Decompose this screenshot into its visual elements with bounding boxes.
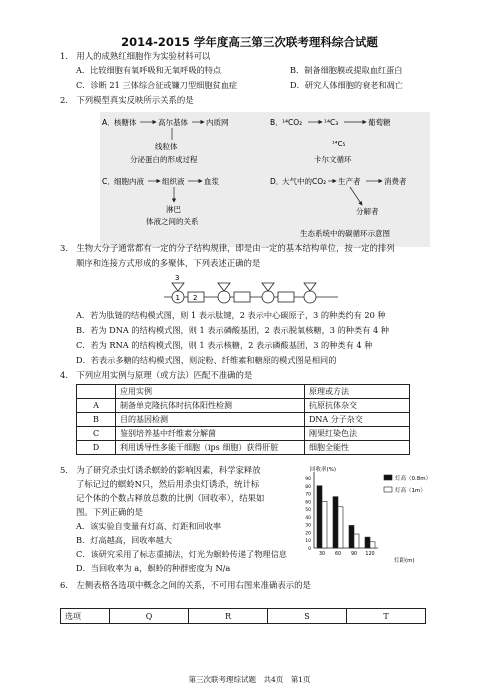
table-cell: 刚果红染色法 [305,427,410,441]
producer-label: 生产者 [338,177,361,186]
q5-stem-line2: 了标记过的螟蛉N只，然后用杀虫灯诱杀，统计标 [76,479,260,489]
y-tick-label: 20 [305,531,311,537]
table-header-row [61,609,426,624]
q2-c-letter: C． [102,177,115,186]
atmospheric-co2-label: 大气中的CO₂ [282,177,327,186]
q1-option-c: C．诊断 21 三体综合征或镰刀型细胞贫血症 [76,80,238,90]
table-cell: D [77,441,116,455]
q5-option-d: D．当回收率为 a，螟蛉的种群密度为 N/a [76,563,231,573]
table-header-row [77,385,410,399]
q1-option-a: A．比较细胞有氧呼吸和无氧呼吸的特点 [76,65,222,75]
unit-3-label: 3 [175,274,180,282]
y-tick-label: 10 [305,539,311,545]
q6-stem: 6. 左侧表格各选项中概念之间的关系，不可用右图来准确表示的是 [60,580,311,590]
table-header-cell [77,385,116,399]
bar [349,525,354,548]
table-cell: C [77,427,116,441]
c14o2-label: ¹⁴CO₂ [282,118,303,127]
x-tick-label: 30 [318,552,326,557]
y-tick-label: 40 [305,515,311,521]
bar [317,486,322,548]
y-tick-label: 70 [305,492,311,498]
legend-label: 灯高（0.8m） [395,476,432,482]
bar [338,507,343,548]
table-header-cell: 选项 [61,609,110,624]
q3-option-d: D．若表示多糖的结构模式图，则淀粉、纤维素和糖原的模式图是相同的 [76,355,337,365]
page-footer: 第三次联考理综试题 共4页 第1页 [188,675,311,684]
table-cell: A [77,399,116,413]
q2-d-caption: 生态系统中的碳循环示意图 [300,229,390,238]
intracellular-fluid-label: 细胞内液 [114,177,144,186]
legend-swatch [384,475,392,480]
q5-stem-line3: 记个体的个数占释放总数的比例（回收率），结果如 [76,493,265,503]
bar [370,542,375,548]
q2-b-letter: B． [270,118,283,127]
x-tick-label: 60 [334,552,342,557]
q3-option-b: B．若为 DNA 的结构模式图，则 1 表示磷酸基团，2 表示脱氧核糖，3 的种类有 4 种 [76,325,389,335]
table-header-cell: 应用实例 [116,385,305,399]
q2-a-letter: A． [102,118,115,127]
ribosome-label: 核糖体 [114,118,137,127]
y-tick-label: 90 [305,477,311,482]
unit-1-label: 1 [175,294,180,302]
table-cell: 细胞全能性 [305,441,410,455]
y-tick-label: 50 [305,508,311,514]
table-cell: B [77,413,116,427]
c14-3-label: ¹⁴C₃ [324,118,339,127]
table-cell: DNA 分子杂交 [305,413,410,427]
q3-stem-line2: 顺序和连接方式形成的多聚体，下列表述正确的是 [76,258,261,268]
y-tick-label: 0 [308,547,311,552]
table-cell: 利用诱导性多能干细胞（ips 细胞）获得肝脏 [116,441,305,455]
unit-2-label: 2 [193,294,198,302]
legend-label: 灯高（1m） [395,488,426,494]
table-row [77,399,410,413]
consumer-label: 消费者 [384,177,407,186]
mitochondrion-label: 线粒体 [155,142,178,151]
q2-model-diagrams [100,112,430,247]
q2-stem: 2. 下列模型真实反映所示关系的是 [60,95,194,105]
q1-stem: 1. 用人的成熟红细胞作为实验材料可以 [60,51,211,61]
y-axis-title: 回收率(%) [310,467,337,473]
q5-option-c: C．该研究采用了标志重捕法，灯光为螟蛉传递了物理信息 [76,549,287,559]
q3-stem-line1: 3. 生物大分子通常都有一定的分子结构规律，即是由一定的基本结构单位，按一定的排列 [60,243,395,253]
q5-option-b: B．灯高越高，回收率越大 [76,535,173,545]
q5-stem-line1: 5. 为了研究杀虫灯诱杀螟蛉的影响因素，科学家释放 [60,465,261,475]
lymph-label: 淋巴 [166,205,181,214]
table-cell: 目的基因检测 [116,413,305,427]
y-tick-label: 30 [305,523,311,529]
q4-table [76,384,410,455]
q2-d-letter: D． [270,177,284,186]
q4-stem: 4. 下列应用实例与原理（或方法）匹配不准确的是 [60,370,253,380]
q6-table [60,608,426,624]
y-tick-label: 60 [305,500,311,506]
table-row [77,427,410,441]
recovery-rate-chart [292,464,442,568]
bar [322,501,327,548]
legend-swatch [384,487,392,492]
table-cell: 抗原抗体杂交 [305,399,410,413]
glucose-label: 葡萄糖 [368,118,391,127]
table-header-cell: R [189,609,268,624]
table-header-cell: T [347,609,426,624]
q5-option-a: A．该实验自变量有灯高、灯距和回收率 [76,521,222,531]
tissue-fluid-label: 组织液 [162,177,185,186]
table-row [77,441,410,455]
table-cell: 鉴别培养基中纤维素分解菌 [116,427,305,441]
exam-title: 2014-2015 学年度高三第三次联考理科综合试题 [121,35,378,49]
bar [354,534,359,548]
x-tick-label: 120 [365,552,375,557]
bar [333,497,338,548]
q2-c-caption: 体液之间的关系 [146,217,199,226]
q3-option-a: A．若为肽链的结构模式图，则 1 表示肽键，2 表示中心碳原子，3 的种类约有 20 种 [76,310,386,320]
x-axis-title: 灯距(m) [394,558,415,564]
x-tick-label: 90 [350,552,358,557]
y-tick-label: 80 [305,484,311,490]
table-header-cell: Q [110,609,189,624]
bar [365,537,370,548]
plasma-label: 血浆 [204,177,219,186]
q3-option-c: C．若为 RNA 的结构模式图，则 1 表示核糖，2 表示磷酸基团，3 的种类有 4 种 [76,340,373,350]
golgi-label: 高尔基体 [158,118,188,127]
table-cell: 制备单克隆抗体时抗体阳性检测 [116,399,305,413]
q1-option-b: B．制备细胞膜或提取血红蛋白 [290,65,403,75]
q3-polymer-diagram [160,274,340,308]
q1-option-d: D．研究人体细胞的衰老和凋亡 [290,80,404,90]
er-label: 内质网 [206,118,229,127]
c14-5-label: ¹⁴C₅ [332,140,346,148]
decomposer-label: 分解者 [356,207,379,216]
table-header-cell: 原理或方法 [305,385,410,399]
q2-a-caption: 分泌蛋白的形成过程 [130,155,198,164]
table-row [77,413,410,427]
q5-stem-line4: 图。下列正确的是 [76,507,143,517]
table-header-cell: S [268,609,347,624]
q2-b-caption: 卡尔文循环 [314,155,352,164]
